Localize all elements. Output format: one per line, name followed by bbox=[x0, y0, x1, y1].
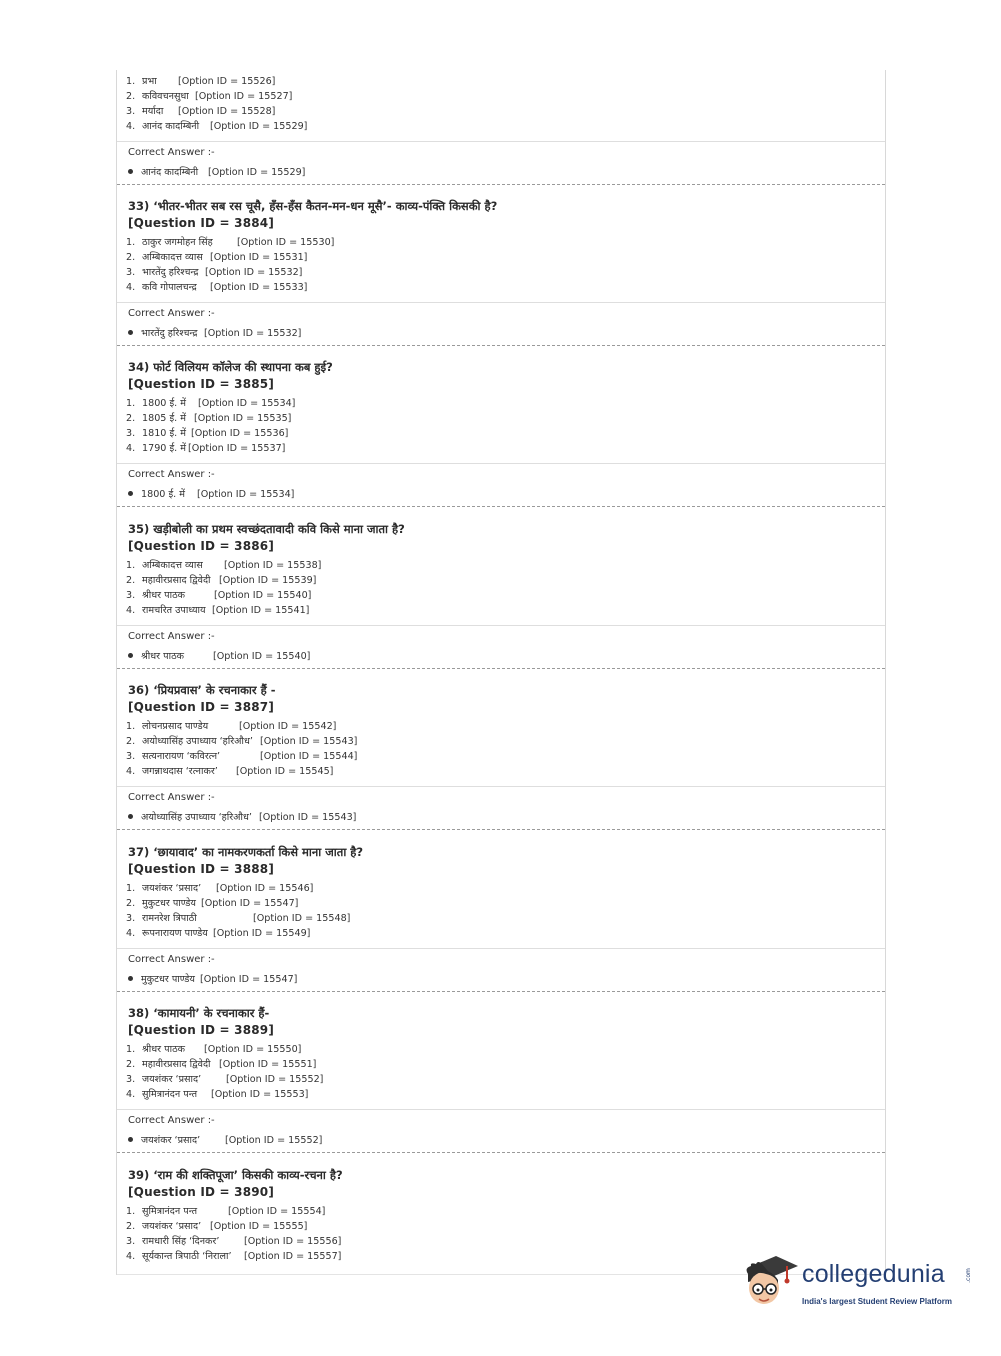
option-item: 3. जयशंकर ‘प्रसाद’ [Option ID = 15552] bbox=[126, 1074, 324, 1085]
option-item: 1. सुमित्रानंदन पन्त [Option ID = 15554] bbox=[126, 1206, 326, 1217]
option-item: 2. अयोध्यासिंह उपाध्याय ‘हरिऔध’ [Option ID = 15543] bbox=[126, 736, 358, 747]
option-item: 4. सुमित्रानंदन पन्त [Option ID = 15553] bbox=[126, 1089, 309, 1100]
student-mascot-icon bbox=[742, 1252, 800, 1310]
correct-answer: 1800 ई. में [Option ID = 15534] bbox=[128, 487, 294, 500]
correct-answer-label: Correct Answer :- bbox=[128, 147, 215, 158]
correct-answer: अयोध्यासिंह उपाध्याय ‘हरिऔध’ [Option ID = 15543] bbox=[128, 810, 356, 823]
divider bbox=[117, 625, 885, 626]
divider bbox=[117, 463, 885, 464]
option-item: 2. महावीरप्रसाद द्विवेदी [Option ID = 15551] bbox=[126, 1059, 317, 1070]
correct-answer-label: Correct Answer :- bbox=[128, 308, 215, 319]
divider bbox=[117, 786, 885, 787]
question-id: [Question ID = 3889] bbox=[128, 1023, 275, 1037]
option-item: 2. जयशंकर ‘प्रसाद’ [Option ID = 15555] bbox=[126, 1221, 308, 1232]
question-separator bbox=[117, 345, 885, 346]
question-id: [Question ID = 3887] bbox=[128, 700, 275, 714]
question-title: 39) ‘राम की शक्तिपूजा’ किसकी काव्य-रचना है? bbox=[128, 1168, 343, 1182]
option-item: 4. रूपनारायण पाण्डेय [Option ID = 15549] bbox=[126, 928, 311, 939]
option-item: 1. ठाकुर जगमोहन सिंह [Option ID = 15530] bbox=[126, 237, 335, 248]
option-item: 2. कविवचनसुधा [Option ID = 15527] bbox=[126, 91, 293, 102]
option-item: 1. प्रभा [Option ID = 15526] bbox=[126, 76, 276, 87]
divider bbox=[117, 948, 885, 949]
option-item: 4. आनंद कादम्बिनी [Option ID = 15529] bbox=[126, 121, 308, 132]
correct-answer: भारतेंदु हरिश्चन्द्र [Option ID = 15532] bbox=[128, 326, 301, 339]
question-title: 33) ‘भीतर-भीतर सब रस चूसै, हँस-हँस कैतन-मन-धन मूसै’- काव्य-पंक्ति किसकी है? bbox=[128, 199, 498, 213]
question-title: 37) ‘छायावाद’ का नामकरणकर्ता किसे माना जाता है? bbox=[128, 845, 364, 859]
brand-tagline: India's largest Student Review Platform bbox=[802, 1297, 952, 1306]
correct-answer-label: Correct Answer :- bbox=[128, 792, 215, 803]
brand-suffix: .com bbox=[964, 1268, 972, 1283]
divider bbox=[117, 141, 885, 142]
question-separator bbox=[117, 668, 885, 669]
question-separator bbox=[117, 1152, 885, 1153]
correct-answer-label: Correct Answer :- bbox=[128, 954, 215, 965]
correct-answer: जयशंकर ‘प्रसाद’ [Option ID = 15552] bbox=[128, 1133, 322, 1146]
divider bbox=[117, 302, 885, 303]
option-item: 3. रामधारी सिंह ‘दिनकर’ [Option ID = 15556] bbox=[126, 1236, 342, 1247]
question-separator bbox=[117, 184, 885, 185]
bullet-icon bbox=[128, 491, 133, 496]
question-id: [Question ID = 3888] bbox=[128, 862, 275, 876]
correct-answer: मुकुटधर पाण्डेय [Option ID = 15547] bbox=[128, 972, 297, 985]
question-title: 38) ‘कामायनी’ के रचनाकार हैं- bbox=[128, 1006, 270, 1020]
option-item: 1. श्रीधर पाठक [Option ID = 15550] bbox=[126, 1044, 302, 1055]
option-item: 4. जगन्नाथदास ‘रत्नाकर’ [Option ID = 15545] bbox=[126, 766, 334, 777]
option-item: 1. अम्बिकादत्त व्यास [Option ID = 15538] bbox=[126, 560, 322, 571]
correct-answer: आनंद कादम्बिनी [Option ID = 15529] bbox=[128, 165, 305, 178]
option-item: 2. अम्बिकादत्त व्यास [Option ID = 15531] bbox=[126, 252, 308, 263]
bullet-icon bbox=[128, 330, 133, 335]
question-id: [Question ID = 3886] bbox=[128, 539, 275, 553]
question-title: 34) फोर्ट विलियम कॉलेज की स्थापना कब हुई? bbox=[128, 360, 333, 374]
option-item: 2. 1805 ई. में [Option ID = 15535] bbox=[126, 413, 292, 424]
option-item: 1. जयशंकर ‘प्रसाद’ [Option ID = 15546] bbox=[126, 883, 314, 894]
option-item: 4. कवि गोपालचन्द्र [Option ID = 15533] bbox=[126, 282, 308, 293]
question-title: 35) खड़ीबोली का प्रथम स्वच्छंदतावादी कवि किसे माना जाता है? bbox=[128, 522, 405, 536]
option-item: 4. रामचरित उपाध्याय [Option ID = 15541] bbox=[126, 605, 310, 616]
option-item: 4. 1790 ई. में [Option ID = 15537] bbox=[126, 443, 286, 454]
question-separator bbox=[117, 506, 885, 507]
correct-answer-label: Correct Answer :- bbox=[128, 631, 215, 642]
option-item: 2. महावीरप्रसाद द्विवेदी [Option ID = 15539] bbox=[126, 575, 317, 586]
option-item: 3. मर्यादा [Option ID = 15528] bbox=[126, 106, 276, 117]
option-item: 3. भारतेंदु हरिश्चन्द्र [Option ID = 15532] bbox=[126, 267, 303, 278]
option-item: 3. रामनरेश त्रिपाठी [Option ID = 15548] bbox=[126, 913, 351, 924]
bullet-icon bbox=[128, 976, 133, 981]
option-item: 3. 1810 ई. में [Option ID = 15536] bbox=[126, 428, 289, 439]
option-item: 3. श्रीधर पाठक [Option ID = 15540] bbox=[126, 590, 312, 601]
option-item: 1. लोचनप्रसाद पाण्डेय [Option ID = 15542] bbox=[126, 721, 337, 732]
bullet-icon bbox=[128, 814, 133, 819]
correct-answer: श्रीधर पाठक [Option ID = 15540] bbox=[128, 649, 310, 662]
brand-name: collegedunia bbox=[802, 1260, 945, 1288]
bullet-icon bbox=[128, 1137, 133, 1142]
divider bbox=[117, 1109, 885, 1110]
option-item: 4. सूर्यकान्त त्रिपाठी ‘निराला’ [Option ID = 15557] bbox=[126, 1251, 342, 1262]
correct-answer-label: Correct Answer :- bbox=[128, 1115, 215, 1126]
question-id: [Question ID = 3884] bbox=[128, 216, 275, 230]
bullet-icon bbox=[128, 169, 133, 174]
question-separator bbox=[117, 991, 885, 992]
question-title: 36) ‘प्रियप्रवास’ के रचनाकार हैं - bbox=[128, 683, 276, 697]
correct-answer-label: Correct Answer :- bbox=[128, 469, 215, 480]
question-sheet bbox=[116, 70, 886, 1275]
option-item: 2. मुकुटधर पाण्डेय [Option ID = 15547] bbox=[126, 898, 299, 909]
option-item: 3. सत्यनारायण ‘कविरत्न’ [Option ID = 15544] bbox=[126, 751, 358, 762]
brand-logo bbox=[742, 1252, 972, 1312]
option-item: 1. 1800 ई. में [Option ID = 15534] bbox=[126, 398, 296, 409]
bullet-icon bbox=[128, 653, 133, 658]
question-id: [Question ID = 3885] bbox=[128, 377, 275, 391]
question-separator bbox=[117, 829, 885, 830]
question-id: [Question ID = 3890] bbox=[128, 1185, 275, 1199]
